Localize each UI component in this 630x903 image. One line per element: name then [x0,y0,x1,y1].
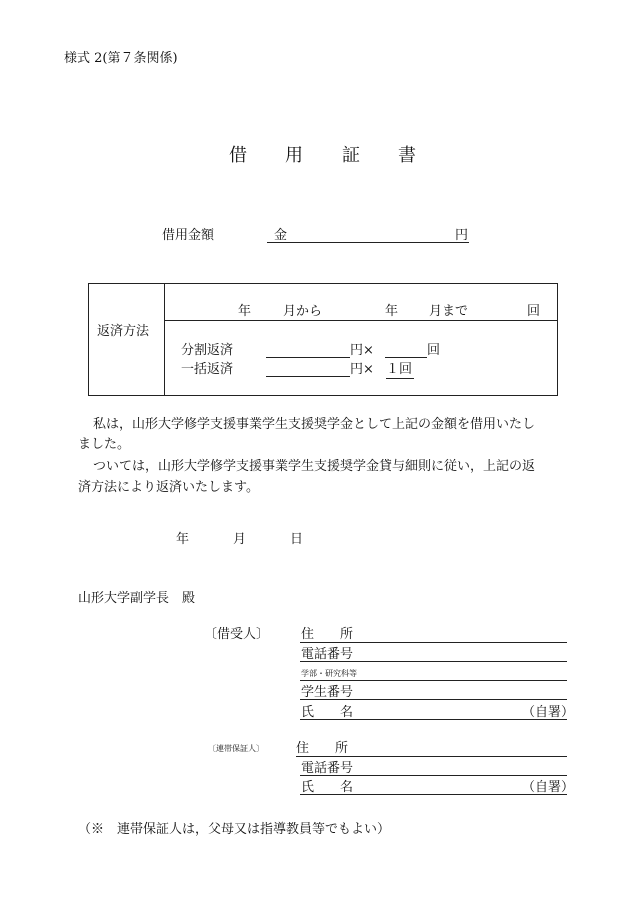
body-paragraph-2-cont: 済方法により返済いたします。 [78,480,259,495]
guarantor-phone-label: 電話番号 [301,761,354,776]
lump-times: １回 [386,362,413,377]
borrower-address-field[interactable] [300,642,567,643]
footnote: （※ 連帯保証人は，父母又は指導教員等でもよい） [78,822,391,837]
period-month-from: 月から [283,304,323,319]
lump-amount-field[interactable] [266,376,350,377]
borrower-name-field[interactable] [300,719,567,720]
borrower-faculty-label: 学部・研究科等 [301,669,357,678]
title-char: 用 [285,145,303,166]
borrower-faculty-field[interactable] [300,680,567,681]
body-paragraph-1: 私は，山形大学修学支援事業学生支援奨学金として上記の金額を借用いたし [93,417,536,432]
amount-field[interactable] [267,242,469,243]
borrower-name-label: 氏 名 [301,705,354,720]
guarantor-signature-note: （自署） [522,780,575,795]
period-year-from: 年 [238,304,252,319]
addressee: 山形大学副学長 殿 [78,591,196,606]
guarantor-name-field[interactable] [300,794,567,795]
repayment-label: 返済方法 [97,324,150,339]
installment-label: 分割返済 [181,343,234,358]
table-divider [164,283,165,396]
period-times: 回 [527,304,541,319]
guarantor-address-field[interactable] [296,756,567,757]
body-paragraph-2: ついては，山形大学修学支援事業学生支援奨学金貸与細則に従い，上記の返 [93,459,536,474]
borrower-student-no-field[interactable] [300,699,567,700]
repayment-table [88,283,558,396]
amount-unit: 円 [455,228,469,243]
period-month-to: 月まで [429,304,469,319]
period-year-to: 年 [385,304,399,319]
lump-unit: 円× [350,362,374,377]
form-label: 様式 2(第７条関係) [64,51,178,66]
amount-prefix: 金 [274,228,288,243]
body-paragraph-1-cont: ました。 [78,437,131,452]
installment-unit: 円× [350,343,374,358]
borrower-address-label: 住 所 [301,627,354,642]
date-month: 月 [233,532,247,547]
title-char: 書 [398,145,416,166]
title-char: 証 [342,145,360,166]
lump-label: 一括返済 [181,362,234,377]
installment-times: 回 [427,343,441,358]
table-row-divider [164,320,558,321]
borrower-signature-note: （自署） [522,705,575,720]
guarantor-address-label: 住 所 [296,741,349,756]
borrower-phone-label: 電話番号 [301,647,354,662]
guarantor-label: 〔連帯保証人〕 [208,744,264,753]
guarantor-phone-field[interactable] [300,775,567,776]
borrower-student-no-label: 学生番号 [301,685,354,700]
borrower-phone-field[interactable] [300,661,567,662]
borrower-label: 〔借受人〕 [204,627,270,642]
title-char: 借 [229,145,247,166]
installment-times-field[interactable] [385,357,427,358]
date-day: 日 [290,532,304,547]
date-year: 年 [176,532,190,547]
installment-amount-field[interactable] [266,357,350,358]
amount-label: 借用金額 [162,228,215,243]
guarantor-name-label: 氏 名 [301,780,354,795]
